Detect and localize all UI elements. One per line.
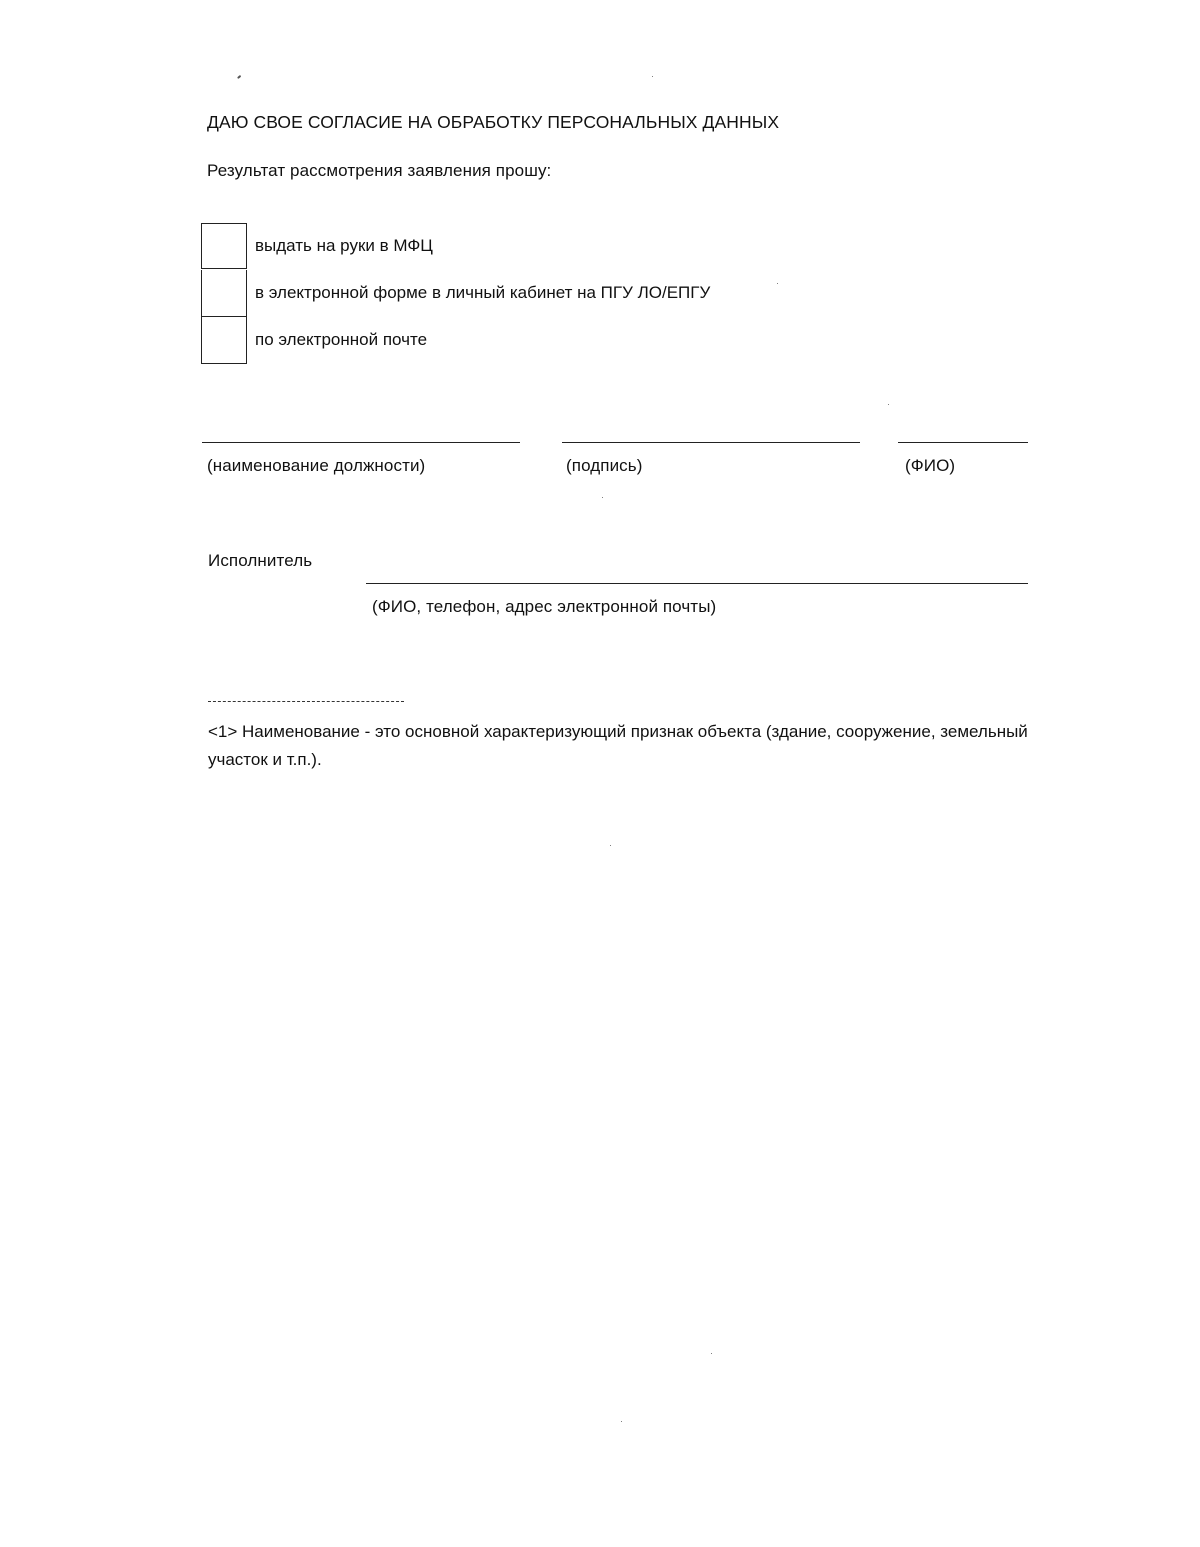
position-signature-line[interactable] bbox=[202, 442, 520, 443]
option-row-mfc bbox=[201, 223, 801, 270]
signature-caption: (подпись) bbox=[566, 456, 643, 475]
fio-caption: (ФИО) bbox=[905, 456, 956, 475]
scan-speck bbox=[652, 76, 653, 77]
option-row-personal-account bbox=[201, 270, 801, 317]
scan-speck bbox=[888, 404, 889, 405]
scan-speck bbox=[711, 1353, 712, 1354]
consent-heading: ДАЮ СВОЕ СОГЛАСИЕ НА ОБРАБОТКУ ПЕРСОНАЛЬНЫХ ДАННЫХ bbox=[207, 112, 780, 132]
fio-signature-line[interactable] bbox=[898, 442, 1028, 443]
scan-speck bbox=[237, 75, 241, 79]
checkbox-personal-account[interactable] bbox=[201, 270, 247, 317]
executor-line[interactable] bbox=[366, 583, 1028, 584]
option-label-personal-account: в электронной форме в личный кабинет на ПГУ ЛО/ЕПГУ bbox=[255, 283, 711, 302]
request-label: Результат рассмотрения заявления прошу: bbox=[207, 161, 552, 180]
checkbox-mfc[interactable] bbox=[201, 223, 247, 269]
option-row-email bbox=[201, 317, 801, 364]
scan-speck bbox=[610, 845, 611, 846]
delivery-options bbox=[201, 223, 801, 364]
option-label-mfc: выдать на руки в МФЦ bbox=[255, 236, 433, 255]
footnote-text: <1> Наименование - это основной характеризующий признак объекта (здание, сооружение, земельный участок и т.п.). bbox=[208, 722, 1028, 769]
scan-speck bbox=[602, 497, 603, 498]
footnote-separator bbox=[208, 701, 404, 702]
scan-speck bbox=[777, 283, 778, 284]
executor-label: Исполнитель bbox=[208, 551, 313, 570]
executor-caption: (ФИО, телефон, адрес электронной почты) bbox=[372, 597, 717, 616]
signature-line[interactable] bbox=[562, 442, 860, 443]
option-label-email: по электронной почте bbox=[255, 330, 428, 349]
checkbox-email[interactable] bbox=[201, 317, 247, 364]
scan-speck bbox=[621, 1421, 622, 1422]
position-caption: (наименование должности) bbox=[207, 456, 426, 475]
